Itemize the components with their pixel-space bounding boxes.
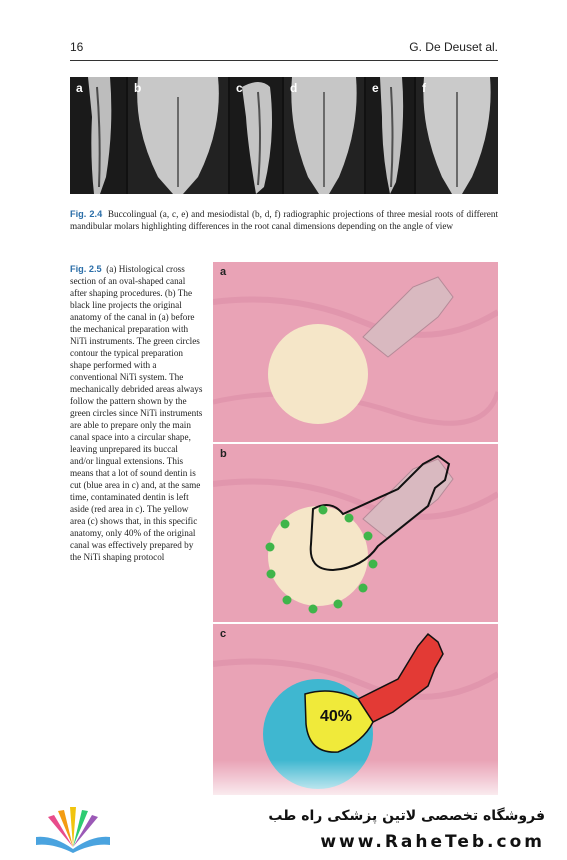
radiograph-label-d: d [290, 81, 298, 95]
header-rule [70, 60, 498, 61]
histology-image-a [213, 262, 498, 442]
running-head: G. De Deuset al. [409, 40, 498, 54]
radiograph-image-b [128, 77, 228, 194]
radiograph-panel-f [416, 77, 498, 194]
radiograph-label-e: e [372, 81, 379, 95]
figure-2-5-label: Fig. 2.5 [70, 264, 102, 274]
radiograph-strip [70, 77, 498, 194]
page-number: 16 [70, 40, 84, 54]
radiograph-panel-e [366, 77, 414, 194]
radiograph-panel-d [284, 77, 364, 194]
radiograph-panel-a [70, 77, 126, 194]
figure-2-4-caption [70, 208, 498, 232]
figure-2-4-label: Fig. 2.4 [70, 209, 103, 219]
histology-image-b [213, 444, 498, 622]
radiograph-panel-c [230, 77, 282, 194]
banner-persian-text: فروشگاه تخصصی لاتین پزشکی راه طب [268, 808, 545, 824]
figure-2-5-caption-text: (a) Histological cross section of an oval-shaped canal after shaping procedures. (b) The black line projects the original anatomy of the canal in (a) before the mechanical preparation with NiTi instruments. The green circles contour the typical preparation shape performed with a conventional NiTi system. The mechanically debrided areas always follow the pattern shown by the green circles since NiTi instruments are able to prepare only the main canal space into a circular shape, leaving unprepared its buccal and/or lingual extensions. This means that a lot of sound dentin is cut (blue area in c) and, at the same time, contaminated dentin is left aside (red area in c). The yellow area (c) shows that, in this specific anatomy, only 40% of the original canal was effectively prepared by the NiTi shaping protocol [70, 264, 203, 562]
radiograph-label-c: c [236, 81, 243, 95]
banner-url[interactable]: www.RaheTeb.com [320, 832, 545, 852]
histology-label-c: c [220, 628, 227, 640]
histology-panel-b [213, 444, 498, 622]
histology-label-a: a [220, 266, 227, 278]
figure-2-4-caption-text: Buccolingual (a, c, e) and mesiodistal (b, d, f) radiographic projections of three mesial roots of different mandibular molars highlighting differences in the root canal dimensions depending on the angle of view [70, 209, 499, 231]
radiograph-panel-b [128, 77, 228, 194]
histology-label-b: b [220, 448, 227, 460]
book-logo-icon [28, 805, 118, 860]
overlay-percent: 40% [320, 708, 353, 725]
figure-2-5-caption [70, 263, 203, 563]
radiograph-label-a: a [76, 81, 83, 95]
radiograph-label-f: f [422, 81, 426, 95]
radiograph-label-b: b [134, 81, 142, 95]
histology-panel-a [213, 262, 498, 442]
radiograph-image-f [416, 77, 498, 194]
